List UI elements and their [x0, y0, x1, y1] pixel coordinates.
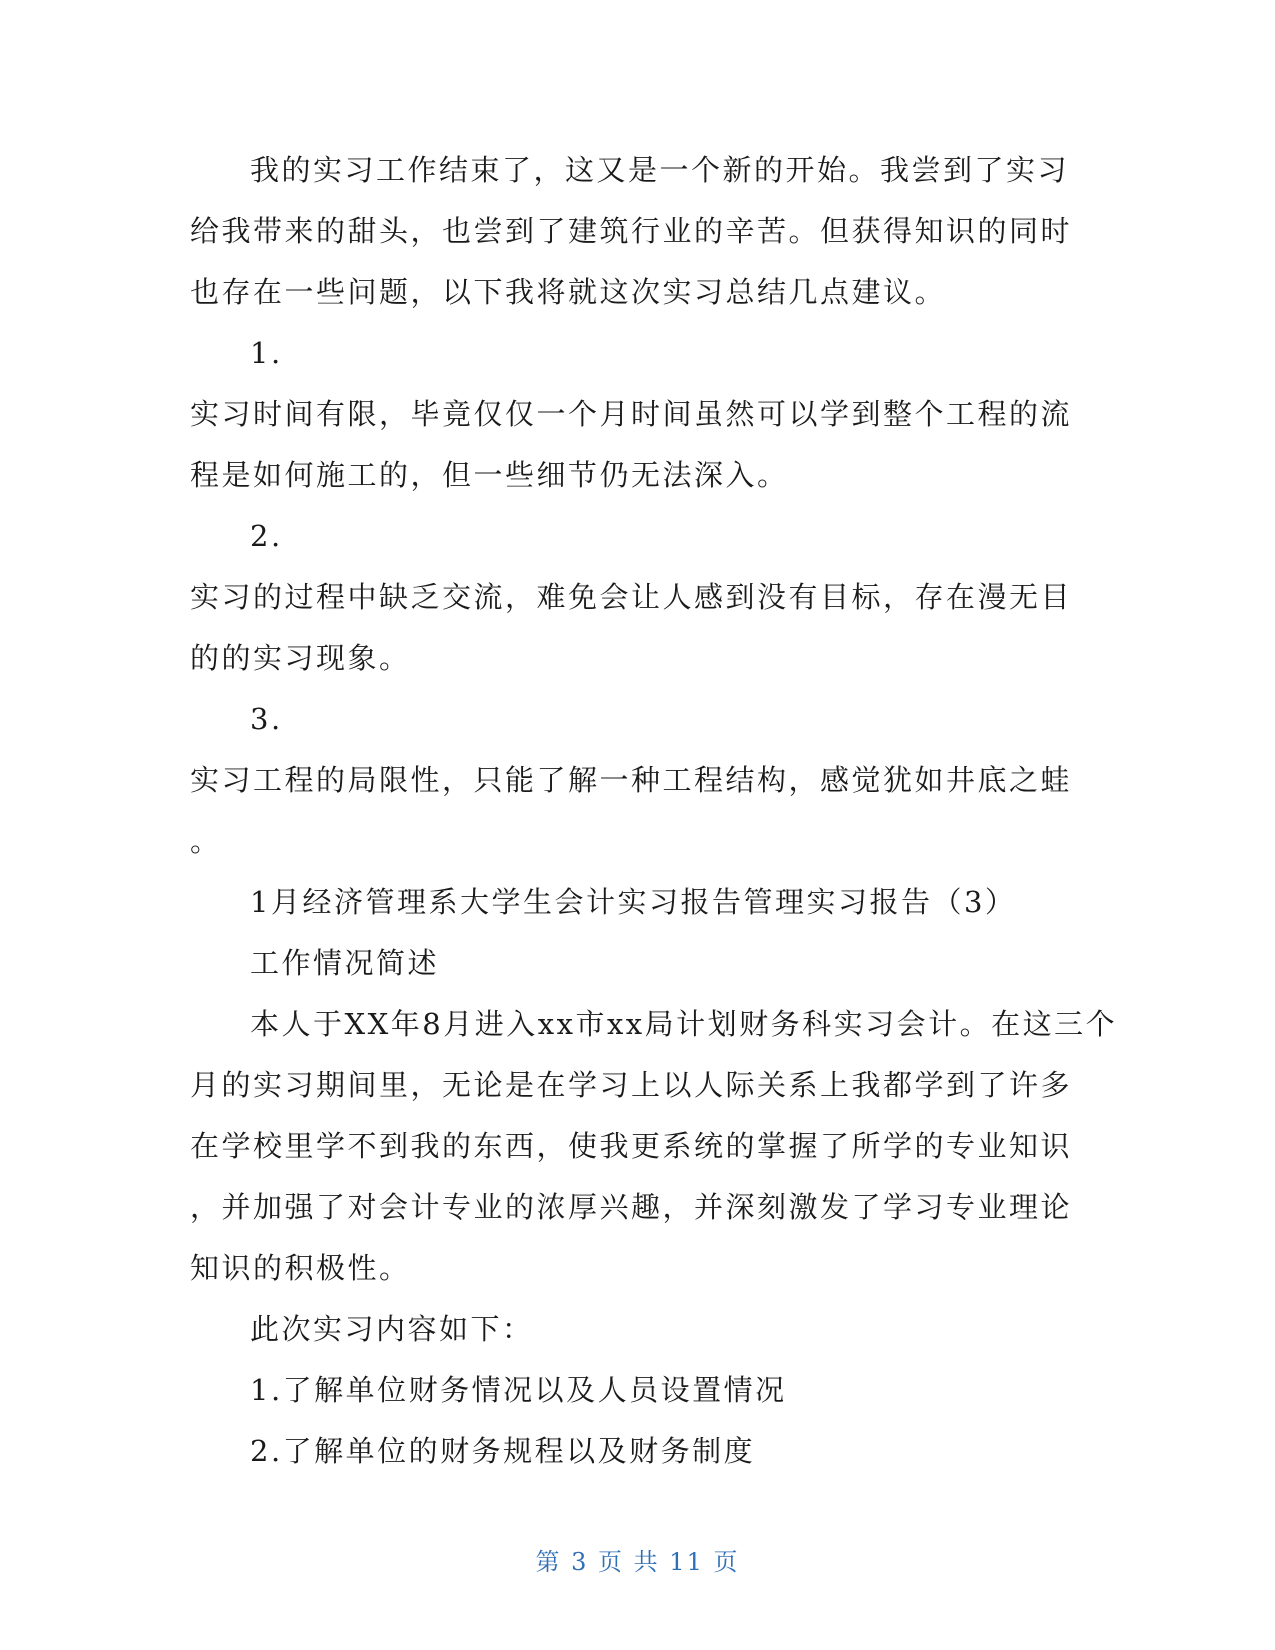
paragraph-line: 给我带来的甜头，也尝到了建筑行业的辛苦。但获得知识的同时 [190, 214, 1073, 248]
paragraph-line: 也存在一些问题，以下我将就这次实习总结几点建议。 [190, 275, 947, 309]
paragraph-line: 程是如何施工的，但一些细节仍无法深入。 [190, 458, 789, 492]
list-number: 2. [250, 519, 283, 553]
section-heading: 1月经济管理系大学生会计实习报告管理实习报告（3） [250, 885, 1017, 919]
paragraph-line: 在学校里学不到我的东西，使我更系统的掌握了所学的专业知识 [190, 1129, 1073, 1163]
paragraph-line: 本人于XX年8月进入xx市xx局计划财务科实习会计。在这三个 [250, 1007, 1118, 1041]
paragraph-line: ，并加强了对会计专业的浓厚兴趣，并深刻激发了学习专业理论 [190, 1190, 1073, 1224]
paragraph-line: 实习的过程中缺乏交流，难免会让人感到没有目标，存在漫无目 [190, 580, 1073, 614]
paragraph-line: 知识的积极性。 [190, 1251, 411, 1285]
paragraph-line: 我的实习工作结束了，这又是一个新的开始。我尝到了实习 [250, 153, 1070, 187]
page-number-label: 第 3 页 共 11 页 [535, 1548, 740, 1576]
paragraph-line: 实习工程的局限性，只能了解一种工程结构，感觉犹如井底之蛙 [190, 763, 1073, 797]
paragraph-line: 此次实习内容如下： [250, 1312, 534, 1346]
list-item: 1.了解单位财务情况以及人员设置情况 [250, 1373, 787, 1407]
document-body [190, 140, 1118, 1482]
paragraph-line: 的的实习现象。 [190, 641, 411, 675]
paragraph-line: 月的实习期间里，无论是在学习上以人际关系上我都学到了许多 [190, 1068, 1073, 1102]
subsection-heading: 工作情况简述 [250, 946, 440, 980]
paragraph-line: 实习时间有限，毕竟仅仅一个月时间虽然可以学到整个工程的流 [190, 397, 1073, 431]
list-number: 1. [250, 336, 283, 370]
list-number: 3. [250, 702, 283, 736]
page-footer [0, 1542, 1275, 1577]
paragraph-line: 。 [190, 824, 222, 858]
list-item: 2.了解单位的财务规程以及财务制度 [250, 1434, 756, 1468]
